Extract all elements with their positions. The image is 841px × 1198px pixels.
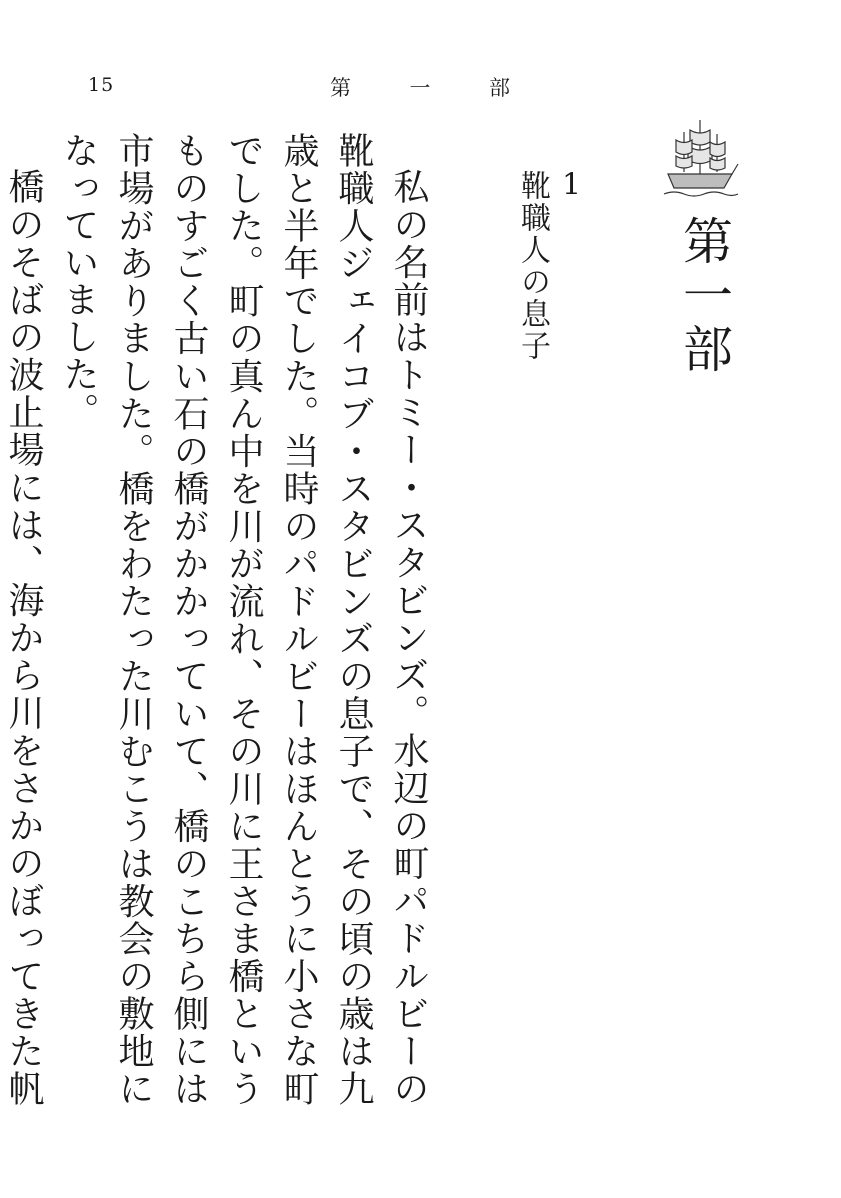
running-head-char: 部	[489, 76, 510, 100]
running-head	[330, 72, 510, 102]
body-text	[3, 132, 436, 1107]
chapter-heading	[510, 170, 589, 362]
running-head-char: 一	[409, 76, 431, 100]
chapter-number: 1	[561, 170, 582, 200]
paragraph: 私の名前はトミー・スタビンズ。水辺の町パドルビーの靴職人ジェイコブ・スタビンズの息子で、その頃の歳は九歳と半年でした。当時のパドルビーはほんとうに小さな町でした。町の真ん中を川が流れ、その川に王さま橋というものすごく古い石の橋がかかっていて、橋のこちら側には市場がありました。橋をわたった川むこうは教会の敷地になっていました。	[58, 132, 429, 1107]
running-head-char: 第	[330, 76, 351, 100]
page-number: 15	[88, 74, 115, 96]
sailing-ship-icon	[660, 112, 740, 202]
paragraph: 橋のそばの波止場には、海から川をさかのぼってきた帆	[3, 168, 44, 1107]
part-title: 第一部	[675, 215, 733, 377]
chapter-title: 靴職人の息子	[515, 170, 550, 362]
